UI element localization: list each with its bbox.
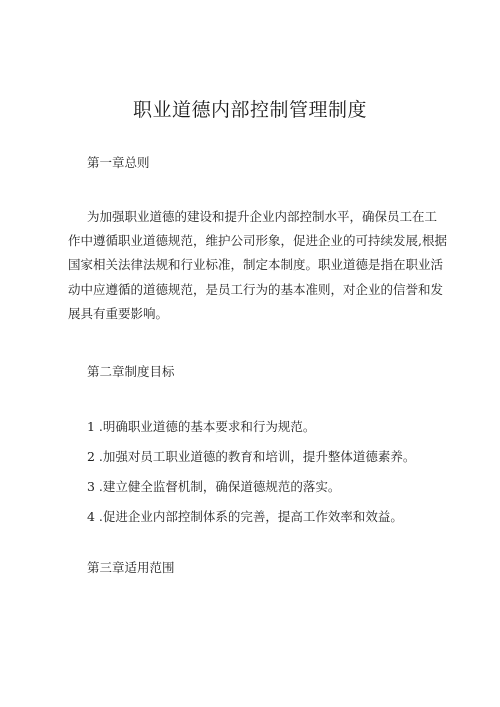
chapter-2-goal-list xyxy=(87,417,415,537)
paragraph-line: 展具有重要影响。 xyxy=(68,305,169,321)
paragraph-line: 作中遵循职业道德规范，维护公司形象，促进企业的可持续发展,根据 xyxy=(68,233,447,249)
chapter-1-heading: 第一章总则 xyxy=(87,155,150,170)
list-item: 2 .加强对员工职业道德的教育和培训，提升整体道德素养。 xyxy=(87,449,416,464)
paragraph-line: 国家相关法律法规和行业标准，制定本制度。职业道德是指在职业活 xyxy=(68,257,444,273)
chapter-3-heading: 第三章适用范围 xyxy=(87,560,175,575)
chapter-1-paragraph xyxy=(68,205,449,326)
list-item: 1 .明确职业道德的基本要求和行为规范。 xyxy=(87,419,316,434)
document-title: 职业道德内部控制管理制度 xyxy=(132,99,367,121)
paragraph-line: 为加强职业道德的建设和提升企业内部控制水平，确保员工在工 xyxy=(87,209,438,224)
chapter-2-heading: 第二章制度目标 xyxy=(87,364,175,379)
list-item: 3 .建立健全监督机制，确保道德规范的落实。 xyxy=(87,479,341,494)
list-item: 4 .促进企业内部控制体系的完善，提高工作效率和效益。 xyxy=(87,509,403,524)
paragraph-line: 动中应遵循的道德规范，是员工行为的基本准则，对企业的信誉和发 xyxy=(68,281,444,297)
